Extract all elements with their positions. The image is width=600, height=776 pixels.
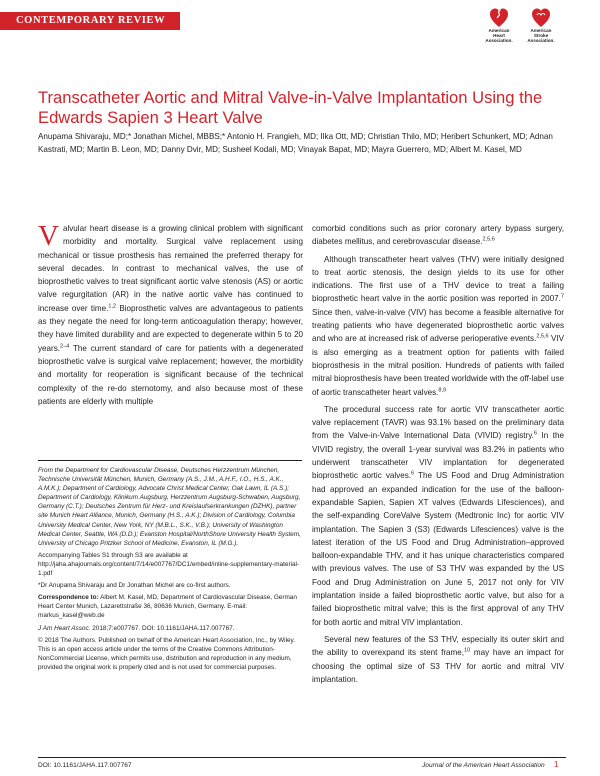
affiliations: From the Department for Cardiovascular Disease, Deutsches Herzzentrum München, Technische Universität München, Munich, Germany (A.S., J.M., A.H.F., I.O., H.S., A.K., A.M.K.); Department of Cardiology, Advocate Christ Medical Center, Oak Lawn, IL (A.S.); Department of Cardiology, Klinikum Augsburg, Herzzentrum Augsburg-Schwaben, Augsburg, Germany (C.T.); Deutsches Zentrum für Herz- und Kreislaufserkrankungen (DZHK), partner site Munich Heart Alliance, Munich, Germany (H.S., A.K.); Division of Cardiology, Columbia University Medical Center, New York, NY (M.B.L., S.K., V.B.); University of Washington Medical Center, Seattle, WA (D.D.); Evanston Hospital/NorthShore University Health System, University of Chicago Pritzker School of Medicine, Evanston, IL (M.G.). — [38, 467, 301, 547]
brain-heart-icon — [531, 6, 551, 28]
ref-sup[interactable]: 8,9 — [438, 386, 447, 393]
footer-journal: Journal of the American Heart Association — [422, 762, 545, 769]
logo-asa-line-1: American — [530, 28, 552, 33]
paragraph-text: comorbid conditions such as prior coronary artery bypass surgery, diabetes mellitus, and cerebrovascular disease. — [312, 224, 564, 247]
intro-text-3: The current standard of care for patients with a degenerated bioprosthetic valve is surgical valve replacement; however, the morbidity and mortality for reoperation is significant because of the technical complexity of the re-do sternotomy, and also because most of these patients are elderly with multiple — [38, 343, 303, 406]
intro-text-2: Bioprosthetic valves are advantageous to patients as they negate the need for long-term anticoagulation therapy; however, they have limited durability and are expected to degenerate within 5 to 20 years. — [38, 303, 304, 353]
ref-sup[interactable]: 6 — [411, 470, 415, 477]
author-list: Anupama Shivaraju, MD;* Jonathan Michel, MBBS;* Antonio H. Frangieh, MD; Ilka Ott, MD; Christian Thilo, MD; Heribert Schunkert, MD; Adnan Kastrati, MD; Martin B. Leon, MD; Danny Dvir, MD; Susheel Kodali, MD; Vinayak Bapat, MD; Mayra Guerrero, MD; Albert M. Kasel, MD — [38, 132, 553, 155]
logo-aha-line-3: Association. — [485, 38, 513, 43]
paragraph-text: Since then, valve-in-valve (VIV) has become a feasible alternative for treating patients who have degenerated bioprosthetic aortic valves and who are at increased risk of adverse perioperative events. — [312, 307, 564, 344]
drop-cap: V — [38, 220, 59, 252]
paragraph — [312, 633, 564, 686]
logo-aha-line-2: Heart — [493, 33, 505, 38]
paragraph — [312, 253, 564, 399]
intro-text-1: alvular heart disease is a growing clinical problem with significant morbidity and mortality. Surgical valve replacement using mechanical or tissue prosthesis has remained the preferred therapy for several decades. In contrast to mechanical valves, the use of bioprosthetic valves to treat significant aortic valve stenosis (AS) or aortic valve regurgitation (AR) in the native aortic valve has continued to increase over time. — [38, 224, 303, 313]
paragraph-text: may have an impact for choosing the optimal size of S3 THV for aortic and mitral VIV implantation. — [312, 648, 564, 684]
paragraph — [312, 222, 564, 249]
ref-sup[interactable]: 2,5,6 — [482, 236, 495, 243]
page-footer — [38, 757, 566, 769]
paragraph-text: Although transcatheter heart valves (THV) were initially designed to treat aortic stenosis, the design yields to its use for other indications. The first use of a THV device to treat a failing bioprosthetic heart valve in the aortic position was reported in 2007. — [312, 254, 564, 304]
logo-asa-line-3: Association. — [527, 38, 555, 43]
heart-torch-icon — [489, 6, 509, 28]
citation — [38, 624, 302, 633]
correspondence-text: Albert M. Kasel, MD, Department of Cardiovascular Disease, German Heart Center Munich, Lazarettstraße 36, 80636 Munich, Germany. E-mail: markus_kasel@web.de — [38, 594, 297, 620]
ref-sup[interactable]: 10 — [464, 647, 471, 654]
citation-journal: J Am Heart Assoc. — [38, 624, 91, 632]
aha-logo — [478, 6, 520, 52]
body-column-left — [38, 222, 303, 408]
copyright: © 2018 The Authors. Published on behalf of the American Heart Association, Inc., by Wiley. This is an open access article under the terms of the Creative Commons Attribution-NonCommercial License, which permits use, distribution and reproduction in any medium, provided the original work is properly cited and is not used for commercial purposes. — [38, 636, 296, 671]
ref-sup[interactable]: 2–4 — [60, 342, 70, 349]
ref-sup[interactable]: 1,2 — [108, 303, 117, 310]
paragraph-text: The US Food and Drug Administration had approved an expanded indication for the use of the balloon-expandable Sapien, Sapien XT valves (Edwards Lifesciences), and the self-expanding CoreValve System (Medtronic Inc) for aortic VIV implantation. The Sapien 3 (S3) (Edwards Lifesciences) valve is the latest iteration of the US Food and Drug Administration–approved balloon-expandable THV, and it has unique characteristics compared with previous valves. The use of S3 THV was expanded by the US Food and Drug Administration on June 5, 2017 not only for VIV implantation inside a failed bioprosthetic aortic valve, but also for a failed bioprosthetic mitral valve; this is the first approval of any THV for both aortic and mitral VIV implantation. — [312, 471, 564, 627]
section-banner: CONTEMPORARY REVIEW — [0, 12, 180, 30]
logo-aha-line-1: American — [488, 28, 510, 33]
paragraph-text: The procedural success rate for aortic VIV transcatheter aortic valve replacement (TAVR) was 93.1% based on the preliminary data from the Valve-in-Valve International Data (VIVID) registry. — [312, 404, 564, 441]
ref-sup[interactable]: 7 — [560, 293, 564, 300]
cofirst-note: *Dr Anupama Shivaraju and Dr Jonathan Michel are co-first authors. — [38, 582, 231, 590]
ref-sup[interactable]: 2,5,6 — [536, 333, 549, 340]
ref-sup[interactable]: 6 — [533, 430, 537, 437]
article-title: Transcatheter Aortic and Mitral Valve-in-Valve Implantation Using the Edwards Sapien 3 Heart Valve — [38, 88, 543, 127]
logo-asa-line-2: Stroke — [533, 33, 549, 38]
intro-paragraph — [38, 222, 303, 408]
supplementary-note[interactable]: Accompanying Tables S1 through S3 are available at http://jaha.ahajournals.org/content/7/14/e007767/DC1/embed/inline-supplementary-material-1.pdf — [38, 551, 300, 578]
correspondence — [38, 593, 302, 620]
footer-doi[interactable]: DOI: 10.1161/JAHA.117.007767 — [38, 762, 132, 769]
paragraph-text: Several new features of the S3 THV, especially its outer skirt and the ability to overexpand its stent frame, — [312, 634, 564, 658]
body-column-right — [312, 222, 564, 686]
paragraph — [312, 403, 564, 629]
correspondence-label: Correspondence to: — [38, 594, 99, 602]
paragraph-text: VIV is also emerging as a treatment option for patients with failed bioprosthesis in the mitral position. Hundreds of patients with failed mitral bioprosthesis have been treated worldwide with the off-label use of aortic transcatheter heart valves. — [312, 334, 565, 397]
citation-text: 2018;7:e007767. DOI: 10.1161/JAHA.117.007767. — [90, 624, 235, 632]
footnotes — [38, 460, 302, 675]
page-number: 1 — [554, 760, 559, 769]
asa-logo — [520, 6, 562, 52]
paragraph-text: In the VIVID registry, the overall 1-year survival was 83.2% in patients who underwent transcatheter VIV implantation for degenerated bioprosthetic aortic valves. — [312, 431, 564, 481]
